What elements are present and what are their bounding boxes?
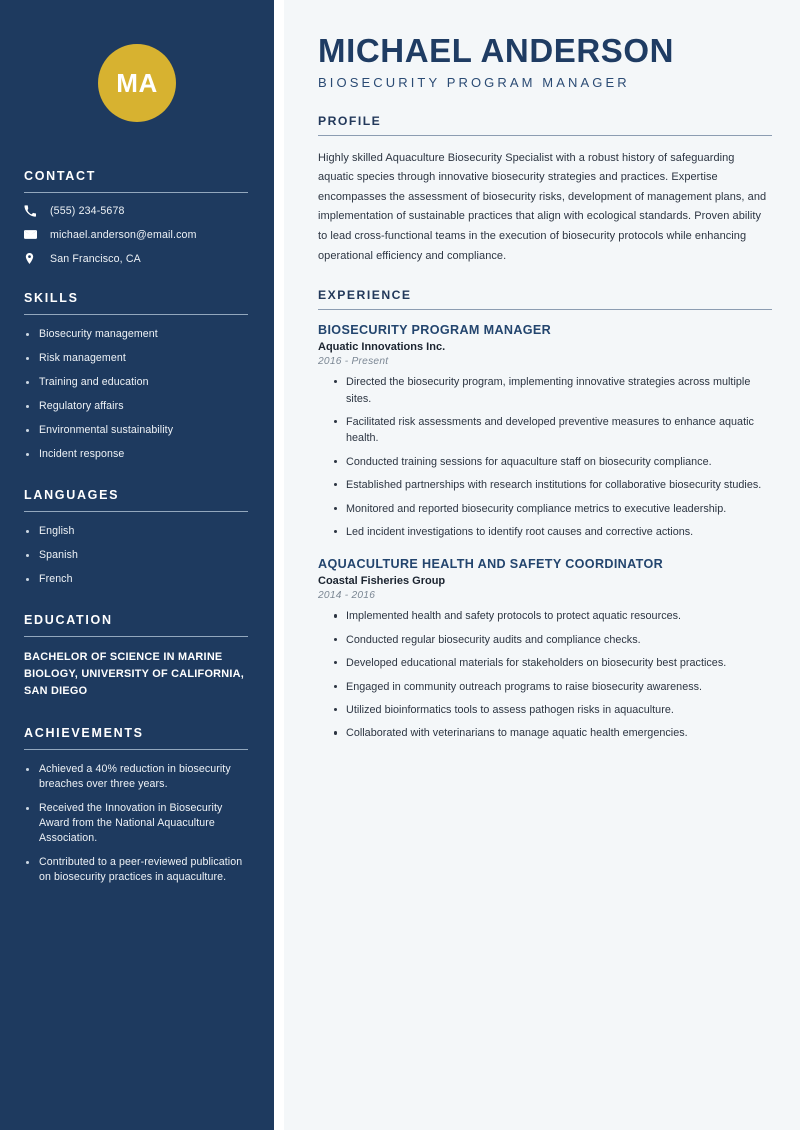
experience-heading: EXPERIENCE (318, 288, 412, 303)
experience-entry (318, 323, 772, 540)
contact-heading: CONTACT (24, 169, 97, 183)
sidebar-section-skills (24, 291, 248, 462)
contact-divider (24, 192, 248, 193)
list-item: Directed the biosecurity program, implementing innovative strategies across multiple sites. (332, 374, 772, 407)
list-item: Received the Innovation in Biosecurity Award from the National Aquaculture Association. (24, 801, 248, 846)
list-item: Conducted regular biosecurity audits and compliance checks. (332, 632, 772, 648)
list-item: Achieved a 40% reduction in biosecurity breaches over three years. (24, 762, 248, 792)
phone-icon (24, 205, 42, 217)
list-item: Facilitated risk assessments and developed preventive measures to enhance aquatic health. (332, 414, 772, 447)
list-item: Utilized bioinformatics tools to assess pathogen risks in aquaculture. (332, 702, 772, 718)
contact-item-email[interactable] (24, 228, 248, 241)
section-experience (318, 288, 772, 742)
job-title: AQUACULTURE HEALTH AND SAFETY COORDINATOR (318, 557, 664, 572)
main-column (274, 0, 800, 1130)
experience-divider (318, 309, 772, 310)
location-pin-icon (24, 252, 42, 265)
sidebar-section-education (24, 613, 248, 700)
list-item: Regulatory affairs (24, 399, 248, 414)
list-item: Contributed to a peer-reviewed publication on biosecurity practices in aquaculture. (24, 855, 248, 885)
list-item: Spanish (24, 548, 248, 563)
job-company: Coastal Fisheries Group (318, 575, 446, 588)
list-item: Biosecurity management (24, 327, 248, 342)
languages-list (24, 524, 248, 587)
sidebar-section-contact (24, 169, 248, 265)
achievements-divider (24, 749, 248, 750)
sidebar-content (0, 169, 274, 885)
list-item: Monitored and reported biosecurity compliance metrics to executive leadership. (332, 501, 772, 517)
list-item: Incident response (24, 447, 248, 462)
section-profile (318, 114, 772, 266)
list-item: English (24, 524, 248, 539)
page-title: MICHAEL ANDERSON (318, 32, 675, 69)
list-item: French (24, 572, 248, 587)
languages-heading: LANGUAGES (24, 488, 120, 503)
profile-divider (318, 135, 772, 136)
sidebar (0, 0, 274, 1130)
experience-entry (318, 557, 772, 741)
education-heading: EDUCATION (24, 613, 113, 628)
education-divider (24, 636, 248, 637)
avatar-container (0, 0, 274, 122)
job-dates: 2014 - 2016 (318, 590, 376, 602)
job-title: BIOSECURITY PROGRAM MANAGER (318, 323, 552, 338)
skills-list (24, 327, 248, 462)
list-item: Engaged in community outreach programs to raise biosecurity awareness. (332, 679, 772, 695)
profile-heading: PROFILE (318, 113, 382, 128)
list-item: Established partnerships with research institutions for collaborative biosecurity studies. (332, 477, 772, 493)
job-bullets (318, 608, 772, 741)
job-dates: 2016 - Present (318, 356, 389, 368)
envelope-icon (24, 228, 42, 241)
contact-item-location[interactable] (24, 252, 248, 265)
list-item: Developed educational materials for stakeholders on biosecurity best practices. (332, 655, 772, 671)
job-bullets (318, 374, 772, 540)
languages-divider (24, 511, 248, 512)
achievements-heading: ACHIEVEMENTS (24, 725, 144, 740)
list-item: Training and education (24, 375, 248, 390)
list-item: Conducted training sessions for aquaculture staff on biosecurity compliance. (332, 454, 772, 470)
achievements-list (24, 762, 248, 885)
list-item: Collaborated with veterinarians to manage aquatic health emergencies. (332, 725, 772, 741)
list-item: Environmental sustainability (24, 423, 248, 438)
education-entry: BACHELOR OF SCIENCE IN MARINE BIOLOGY, UNIVERSITY OF CALIFORNIA, SAN DIEGO (24, 651, 245, 698)
job-company: Aquatic Innovations Inc. (318, 341, 446, 354)
avatar: MA (98, 44, 176, 122)
profile-text: Highly skilled Aquaculture Biosecurity Specialist with a robust history of safeguarding aquatic species through innovative biosecurity strategies and practices. Expertise encompasses the assessment of biosecurity risks, development of management plans, and implementation of sustainable practices that align with ecological standards. Proven ability to lead cross-functional teams in the execution of biosecurity protocols while enhancing operational efficiency and compliance. (318, 151, 767, 262)
contact-item-phone[interactable] (24, 205, 248, 217)
sidebar-section-achievements (24, 726, 248, 885)
email-value: michael.anderson@email.com (50, 228, 197, 241)
list-item: Risk management (24, 351, 248, 366)
job-role-subtitle: BIOSECURITY PROGRAM MANAGER (318, 74, 630, 90)
location-value: San Francisco, CA (50, 252, 141, 265)
phone-value: (555) 234-5678 (50, 205, 125, 217)
list-item: Implemented health and safety protocols to protect aquatic resources. (332, 608, 772, 624)
skills-heading: SKILLS (24, 291, 79, 305)
skills-divider (24, 314, 248, 315)
sidebar-section-languages (24, 488, 248, 587)
list-item: Led incident investigations to identify root causes and corrective actions. (332, 524, 772, 540)
